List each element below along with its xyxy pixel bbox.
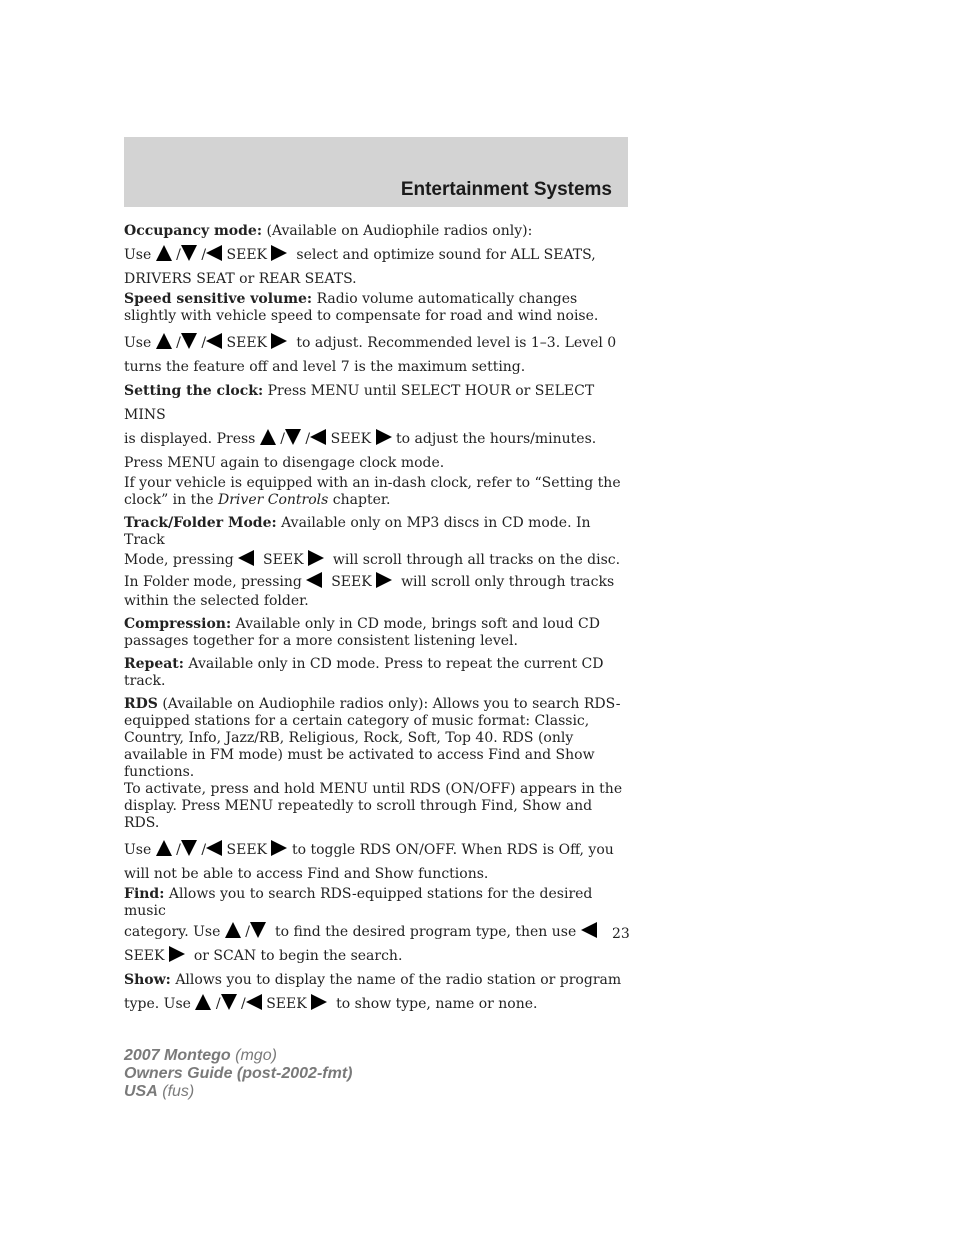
clock-text1: Press MENU until SELECT HOUR or SELECT MINS — [124, 383, 595, 423]
left-arrow-icon — [306, 572, 322, 588]
find-text4: or SCAN to begin the search. — [193, 948, 403, 964]
left-arrow-icon — [238, 550, 254, 566]
find-heading-line — [124, 886, 630, 920]
compression-label: Compression: — [124, 616, 232, 632]
clock-heading-line — [124, 379, 630, 427]
up-arrow-icon — [156, 840, 172, 856]
down-arrow-icon — [250, 922, 266, 938]
up-arrow-icon — [156, 333, 172, 349]
right-arrow-icon — [311, 994, 327, 1010]
left-arrow-icon — [310, 429, 326, 445]
seek-text: SEEK — [331, 574, 372, 590]
show-text1: Allows you to display the name of the radio station or program — [175, 972, 622, 988]
clock-text4: Press MENU again to disengage clock mode. — [124, 455, 445, 471]
track-text1: Available only on MP3 discs in CD mode. In Track — [124, 515, 591, 548]
occupancy-label: Occupancy mode: — [124, 223, 263, 239]
left-arrow-icon — [206, 840, 222, 856]
find-text1: Allows you to search RDS-equipped stations for the desired music — [124, 886, 593, 919]
seek-text: SEEK — [263, 552, 304, 568]
left-arrow-icon — [581, 922, 597, 938]
seek-text: SEEK — [226, 842, 268, 858]
speed-paragraph — [124, 291, 630, 325]
rds-paragraph — [124, 696, 630, 781]
down-arrow-icon — [221, 994, 237, 1010]
page-content — [124, 219, 630, 1016]
up-arrow-icon — [195, 994, 211, 1010]
left-arrow-icon — [246, 994, 262, 1010]
show-heading-line — [124, 968, 630, 992]
footer-guide: Owners Guide (post-2002-fmt) — [124, 1065, 353, 1082]
occupancy-heading-line — [124, 219, 630, 243]
right-arrow-icon — [308, 550, 324, 566]
down-arrow-icon — [181, 333, 197, 349]
seek-text: SEEK — [226, 335, 268, 351]
right-arrow-icon — [376, 429, 392, 445]
show-text3: to show type, name or none. — [336, 996, 538, 1012]
track-text5: will scroll only through tracks — [401, 574, 615, 590]
up-arrow-icon — [156, 245, 172, 261]
show-label: Show: — [124, 972, 171, 988]
right-arrow-icon — [376, 572, 392, 588]
seek-text: SEEK — [330, 431, 372, 447]
page-title: Entertainment Systems — [400, 179, 612, 200]
speed-text: Radio volume automatically changes slightly with vehicle speed to compensate for road and wind noise. — [124, 291, 599, 324]
seek-text: SEEK — [124, 948, 165, 964]
left-arrow-icon — [206, 333, 222, 349]
occupancy-text1: select and optimize sound for ALL SEATS, — [296, 247, 596, 263]
track-text6: within the selected folder. — [124, 593, 309, 609]
speed-controls-line: Use / / SEEK to adjust. Recommended level is 1–3. Level 0 — [124, 335, 617, 351]
track-heading-line — [124, 515, 630, 549]
show-controls-line: type. Use / / SEEK to show type, name or none. — [124, 996, 538, 1012]
header-bar — [124, 137, 628, 207]
clock-paragraph — [124, 475, 630, 509]
down-arrow-icon — [181, 840, 197, 856]
down-arrow-icon — [181, 245, 197, 261]
repeat-text: Available only in CD mode. Press to repeat the current CD track. — [124, 656, 604, 689]
clock-label: Setting the clock: — [124, 383, 264, 399]
right-arrow-icon — [271, 245, 287, 261]
use-text: Use — [124, 247, 152, 263]
occupancy-intro: (Available on Audiophile radios only): — [266, 223, 533, 239]
footer-line-3 — [124, 1083, 352, 1101]
clock-text5a: If your vehicle is equipped with an in-dash clock, refer to “Setting the clock” in the — [124, 475, 621, 508]
down-arrow-icon — [285, 429, 301, 445]
find-seek-line — [124, 944, 630, 968]
footer-line-1 — [124, 1047, 352, 1065]
footer-model-code: (mgo) — [235, 1047, 277, 1064]
repeat-label: Repeat: — [124, 656, 184, 672]
right-arrow-icon — [271, 840, 287, 856]
rds-controls-line: Use / / SEEK to toggle RDS ON/OFF. When RDS is Off, you — [124, 842, 614, 858]
speed-text1: to adjust. Recommended level is 1–3. Level 0 — [296, 335, 617, 351]
right-arrow-icon — [271, 333, 287, 349]
find-controls-line: category. Use / to find the desired program type, then use — [124, 920, 630, 944]
seek-text: SEEK — [226, 247, 268, 263]
speed-label: Speed sensitive volume: — [124, 291, 313, 307]
up-arrow-icon — [260, 429, 276, 445]
footer-model: 2007 Montego — [124, 1047, 231, 1064]
occupancy-text2: DRIVERS SEAT or REAR SEATS. — [124, 271, 357, 287]
seek-text: SEEK — [266, 996, 307, 1012]
track-line3 — [124, 571, 630, 593]
compression-text: Available only in CD mode, brings soft and loud CD passages together for a more consistent listening level. — [124, 616, 600, 649]
right-arrow-icon — [169, 946, 185, 962]
show-text2: type. Use — [124, 996, 191, 1012]
rds-label: RDS — [124, 696, 158, 712]
find-text3: to find the desired program type, then use — [274, 924, 577, 940]
find-text2: category. Use — [124, 924, 221, 940]
track-text4: In Folder mode, pressing — [124, 574, 302, 590]
find-label: Find: — [124, 886, 165, 902]
clock-text5b: chapter. — [332, 492, 391, 508]
use-text: Use — [124, 842, 152, 858]
clock-text3: to adjust the hours/minutes. — [396, 431, 597, 447]
rds-text4: will not be able to access Find and Show functions. — [124, 866, 489, 882]
footer-region: USA — [124, 1083, 158, 1100]
repeat-paragraph — [124, 656, 630, 690]
footer-region-code: (fus) — [162, 1083, 195, 1100]
rds-text3: to toggle RDS ON/OFF. When RDS is Off, you — [291, 842, 614, 858]
rds-text2: To activate, press and hold MENU until RDS (ON/OFF) appears in the display. Press MENU repeatedly to scroll through Find, Show and RDS. — [124, 781, 623, 831]
footer — [124, 1047, 352, 1101]
footer-line-2 — [124, 1065, 352, 1083]
clock-controls-line: is displayed. Press / / SEEK to adjust the hours/minutes. — [124, 431, 597, 447]
clock-chapter-ref: Driver Controls — [218, 492, 329, 508]
track-line2 — [124, 549, 630, 571]
left-arrow-icon — [206, 245, 222, 261]
occupancy-controls-line: Use / / SEEK select and optimize sound for ALL SEATS, — [124, 247, 596, 263]
track-text2: Mode, pressing — [124, 552, 234, 568]
clock-text2: is displayed. Press — [124, 431, 256, 447]
use-text: Use — [124, 335, 152, 351]
page-number: 23 — [612, 926, 630, 942]
track-text3: will scroll through all tracks on the disc. — [332, 552, 621, 568]
speed-text2: turns the feature off and level 7 is the maximum setting. — [124, 359, 526, 375]
up-arrow-icon — [225, 922, 241, 938]
rds-text1: (Available on Audiophile radios only): Allows you to search RDS-equipped stations for a certain category of music format: Classic, Country, Info, Jazz/RB, Religious, Rock, Soft, Top 40. RDS (only available in FM mode) must be activated to access Find and Show functions. — [124, 696, 621, 780]
compression-paragraph — [124, 616, 630, 650]
track-label: Track/Folder Mode: — [124, 515, 277, 531]
